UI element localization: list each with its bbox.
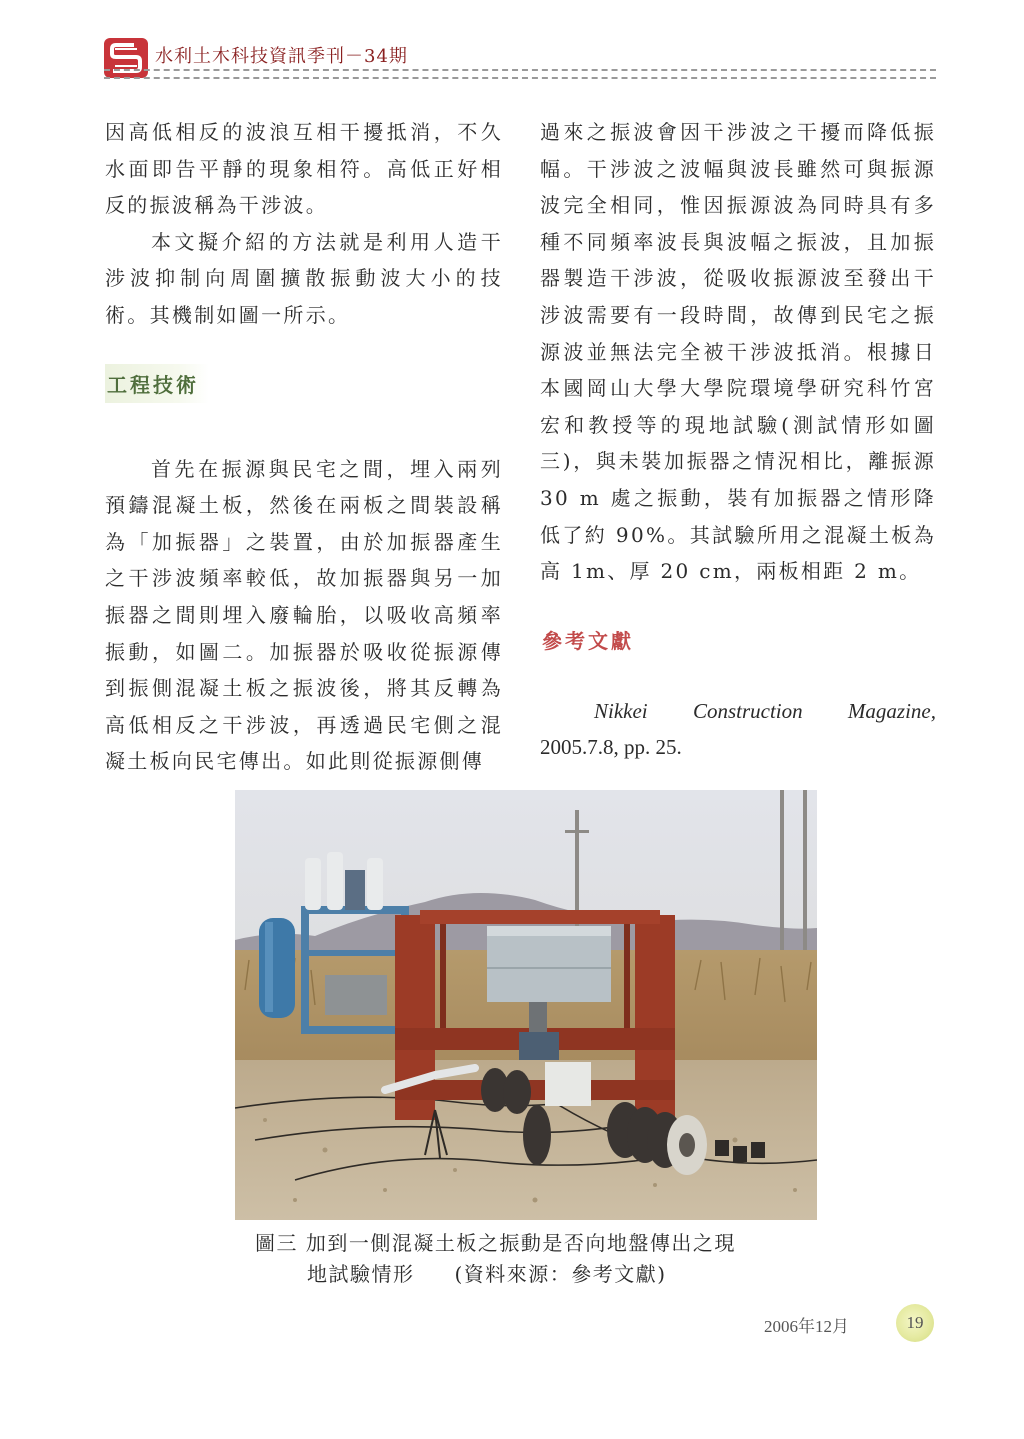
section-heading-engineering: 工程技術	[105, 364, 209, 403]
right-column	[540, 114, 936, 765]
spacer	[540, 659, 936, 693]
reference-entry	[540, 693, 936, 765]
left-paragraph-1: 因高低相反的波浪互相干擾抵消，不久水面即告平靜的現象相符。高低正好相反的振波稱為干涉波。	[105, 120, 503, 218]
page-header	[0, 0, 1024, 90]
journal-title: 水利土木科技資訊季刊－34期	[155, 46, 408, 67]
reference-publication-word-2: Construction	[692, 698, 803, 723]
spacer	[105, 334, 503, 364]
spacer	[540, 590, 936, 620]
figure-caption	[255, 1228, 815, 1290]
reference-publication-word-3: Magazine,	[847, 698, 936, 723]
right-paragraph-1: 過來之振波會因干涉波之干擾而降低振幅。干涉波之波幅與波長雖然可與振源波完全相同，惟因振源波為同時具有多種不同頻率波長與波幅之振波，且加振器製造干涉波，從吸收振源波至發出干涉波需要有一段時間，故傳到民宅之振源波並無法完全被干涉波抵消。根據日本國岡山大學大學院環境學研究科竹宮宏和教授等的現地試驗(測試情形如圖三)，與未裝加振器之情況相比，離振源 30 m 處之振動，裝有加振器之情形降低了約 90%。其試驗所用之混凝土板為高 1m、厚 20 cm，兩板相距 2 m。	[540, 120, 936, 584]
reference-line-2	[540, 729, 936, 765]
field-test-photo-illustration	[235, 790, 817, 1220]
caption-line-2-text: 地試驗情形	[307, 1262, 415, 1286]
caption-line-2	[255, 1259, 815, 1290]
left-paragraph-2: 本文擬介紹的方法就是利用人造干涉波抑制向周圍擴散振動波大小的技術。其機制如圖一所示。	[105, 229, 503, 327]
reference-publication-word-1: Nikkei	[594, 698, 648, 723]
reference-line-1	[540, 693, 936, 729]
page-number: 19	[896, 1304, 934, 1342]
spacer	[105, 403, 503, 451]
issue-date: 2006年12月	[764, 1317, 849, 1336]
caption-source: (資料來源：參考文獻)	[454, 1262, 667, 1286]
left-column	[105, 114, 503, 780]
header-divider	[104, 69, 936, 79]
reference-date-pages: 2005.7.8, pp. 25.	[540, 734, 682, 759]
section-heading-references: 參考文獻	[542, 628, 634, 653]
caption-line-1: 圖三 加到一側混凝土板之振動是否向地盤傳出之現	[255, 1231, 736, 1255]
left-paragraph-3: 首先在振源與民宅之間，埋入兩列預鑄混凝土板，然後在兩板之間裝設稱為「加振器」之裝置，由於加振器產生之干涉波頻率較低，故加振器與另一加振器之間則埋入廢輪胎，以吸收高頻率振動，如圖二。加振器於吸收從振源傳到振側混凝土板之振波後，將其反轉為高低相反之干涉波，再透過民宅側之混凝土板向民宅傳出。如此則從振源側傳	[105, 456, 503, 774]
figure-3-photo	[235, 790, 817, 1220]
